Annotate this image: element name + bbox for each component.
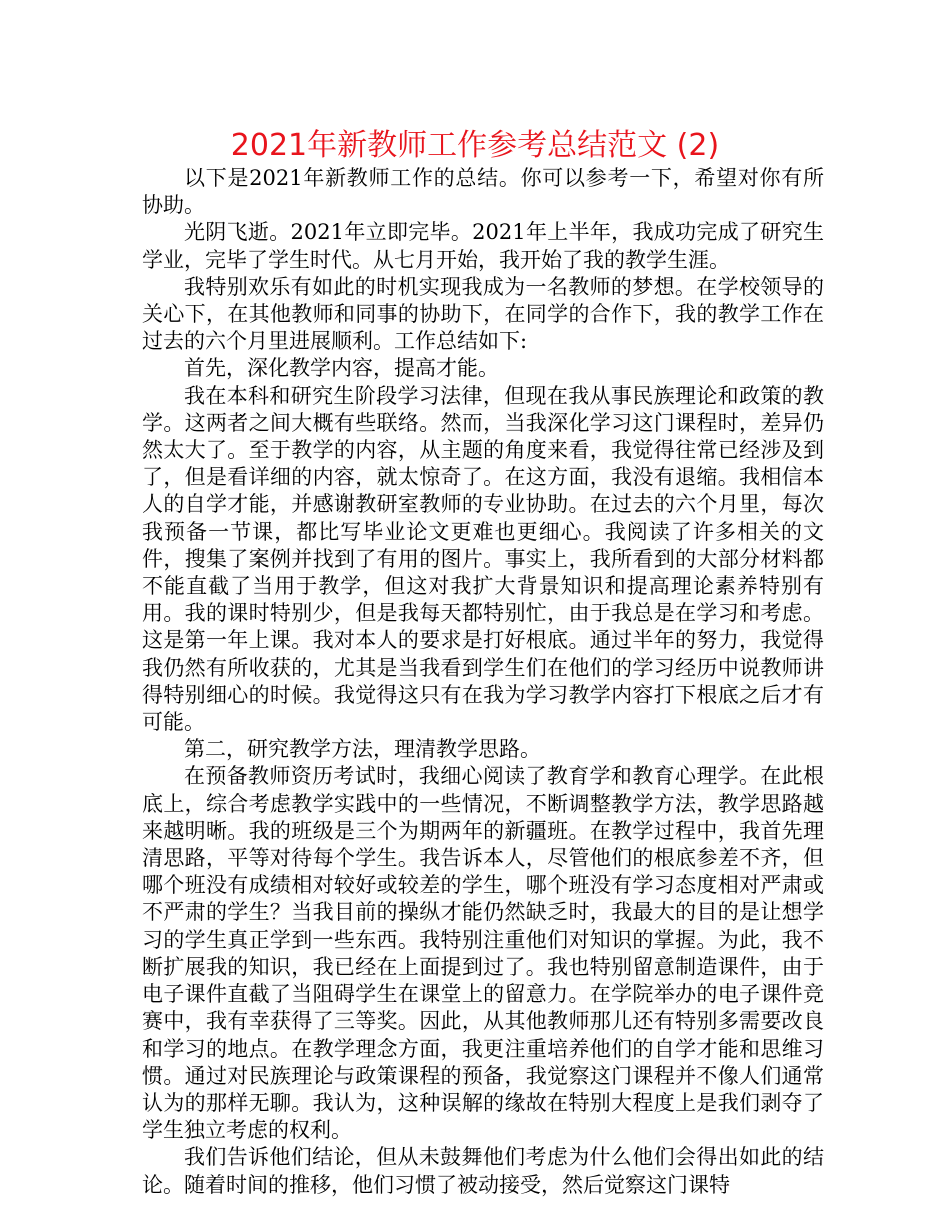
paragraph: 在预备教师资历考试时，我细心阅读了教育学和教育心理学。在此根底上，综合考虑教学实践中的一些情况，不断调整教学方法，教学思路越来越明晰。我的班级是三个为期两年的新疆班。在教学过程中，我首先理清思路，平等对待每个学生。我告诉本人，尽管他们的根底参差不齐，但哪个班没有成绩相对较好或较差的学生，哪个班没有学习态度相对严肃或不严肃的学生？当我目前的操纵才能仍然缺乏时，我最大的目的是让想学习的学生真正学到一些东西。我特别注重他们对知识的掌握。为此，我不断扩展我的知识，我已经在上面提到过了。我也特别留意制造课件，由于电子课件直截了当阻碍学生在课堂上的留意力。在学院举办的电子课件竞赛中，我有幸获得了三等奖。因此，从其他教师那儿还有特别多需要改良和学习的地点。在教学理念方面，我更注重培养他们的自学才能和思维习惯。通过对民族理论与政策课程的预备，我觉察这门课程并不像人们通常认为的那样无聊。我认为，这种误解的缘故在特别大程度上是我们剥夺了学生独立考虑的权利。 xyxy=(142,764,824,1143)
section-heading: 首先，深化教学内容，提高才能。 xyxy=(184,356,499,381)
paragraph: 我们告诉他们结论，但从未鼓舞他们考虑为什么他们会得出如此的结论。随着时间的推移，他们习惯了被动接受，然后觉察这门课特 xyxy=(142,1145,824,1197)
section-heading: 第二，研究教学方法，理清教学思路。 xyxy=(184,737,541,762)
paragraph: 光阴飞逝。2021年立即完毕。2021年上半年，我成功完成了研究生学业，完毕了学生时代。从七月开始，我开始了我的教学生涯。 xyxy=(142,220,824,272)
document-title: 2021年新教师工作参考总结范文 (2) xyxy=(230,128,720,163)
paragraph: 我特别欢乐有如此的时机实现我成为一名教师的梦想。在学校领导的关心下，在其他教师和同事的协助下，在同学的合作下，我的教学工作在过去的六个月里进展顺利。工作总结如下: xyxy=(142,274,824,354)
paragraph: 我在本科和研究生阶段学习法律，但现在我从事民族理论和政策的教学。这两者之间大概有些联络。然而，当我深化学习这门课程时，差异仍然太大了。至于教学的内容，从主题的角度来看，我觉得往常已经涉及到了，但是看详细的内容，就太惊奇了。在这方面，我没有退缩。我相信本人的自学才能，并感谢教研室教师的专业协助。在过去的六个月里，每次我预备一节课，都比写毕业论文更难也更细心。我阅读了许多相关的文件，搜集了案例并找到了有用的图片。事实上，我所看到的大部分材料都不能直截了当用于教学，但这对我扩大背景知识和提高理论素养特别有用。我的课时特别少，但是我每天都特别忙，由于我总是在学习和考虑。这是第一年上课。我对本人的要求是打好根底。通过半年的努力，我觉得我仍然有所收获的，尤其是当我看到学生们在他们的学习经历中说教师讲得特别细心的时候。我觉得这只有在我为学习教学内容打下根底之后才有可能。 xyxy=(142,383,824,735)
document-body xyxy=(142,165,824,1199)
paragraph: 以下是2021年新教师工作的总结。你可以参考一下，希望对你有所协助。 xyxy=(142,166,824,218)
